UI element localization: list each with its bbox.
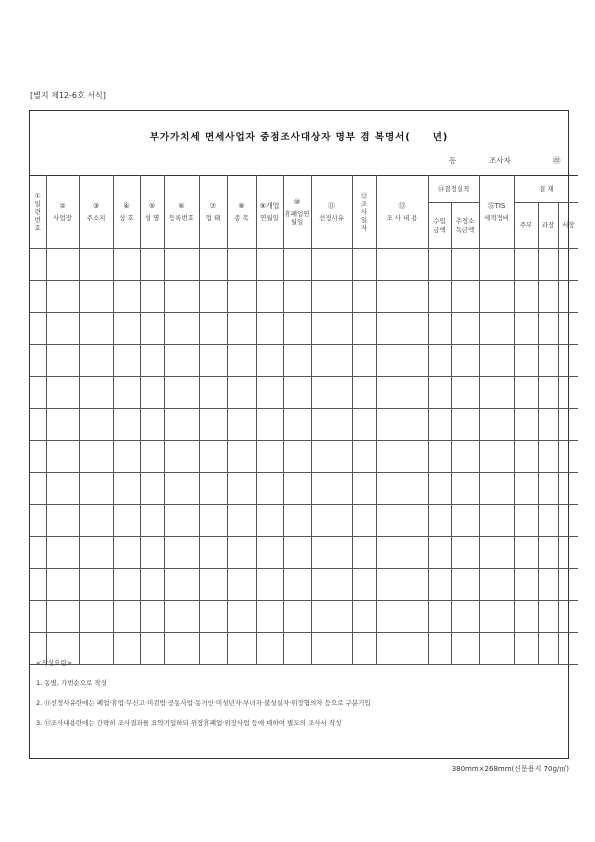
- table-row: [30, 601, 578, 633]
- table-cell[interactable]: [558, 569, 578, 601]
- col-opening-date: ⑨개업 연월일: [256, 176, 283, 249]
- table-cell[interactable]: [479, 345, 514, 377]
- table-cell[interactable]: [428, 633, 451, 665]
- table-cell[interactable]: [79, 569, 113, 601]
- table-cell[interactable]: [514, 281, 538, 313]
- table-cell[interactable]: [256, 249, 283, 281]
- table-cell[interactable]: [227, 377, 256, 409]
- table-cell[interactable]: [352, 601, 376, 633]
- table-cell[interactable]: [227, 537, 256, 569]
- table-row: [30, 569, 578, 601]
- table-cell[interactable]: [30, 441, 46, 473]
- table-cell[interactable]: [256, 537, 283, 569]
- table-cell[interactable]: [558, 249, 578, 281]
- table-cell[interactable]: [256, 345, 283, 377]
- table-cell[interactable]: [164, 473, 199, 505]
- table-cell[interactable]: [113, 281, 140, 313]
- col-approver-director: 서장: [558, 203, 578, 249]
- table-cell[interactable]: [46, 281, 79, 313]
- table-cell[interactable]: [538, 569, 558, 601]
- col-business-type: ⑦ 업 태: [199, 176, 227, 249]
- table-cell[interactable]: [558, 633, 578, 665]
- table-cell[interactable]: [376, 569, 428, 601]
- table-cell[interactable]: [113, 377, 140, 409]
- table-cell[interactable]: [164, 409, 199, 441]
- table-cell[interactable]: [30, 313, 46, 345]
- table-cell[interactable]: [30, 377, 46, 409]
- table-cell[interactable]: [479, 409, 514, 441]
- table-cell[interactable]: [352, 537, 376, 569]
- table-cell[interactable]: [311, 569, 352, 601]
- table-cell[interactable]: [514, 473, 538, 505]
- table-cell[interactable]: [79, 505, 113, 537]
- table-row: [30, 345, 578, 377]
- table-cell[interactable]: [199, 377, 227, 409]
- table-cell[interactable]: [451, 313, 479, 345]
- table-cell[interactable]: [311, 345, 352, 377]
- table-cell[interactable]: [140, 569, 164, 601]
- table-cell[interactable]: [79, 281, 113, 313]
- table-row: [30, 249, 578, 281]
- table-cell[interactable]: [227, 505, 256, 537]
- table-cell[interactable]: [79, 601, 113, 633]
- table-cell[interactable]: [514, 377, 538, 409]
- table-cell[interactable]: [164, 601, 199, 633]
- col-registration-number: ⑥ 등록번호: [164, 176, 199, 249]
- table-cell[interactable]: [283, 345, 311, 377]
- paper-spec: 380mm×268mm(신문용지 70g/㎡): [451, 765, 569, 773]
- table-cell[interactable]: [113, 441, 140, 473]
- table-cell[interactable]: [376, 601, 428, 633]
- table-cell[interactable]: [283, 409, 311, 441]
- table-cell[interactable]: [451, 409, 479, 441]
- table-cell[interactable]: [199, 313, 227, 345]
- table-cell[interactable]: [311, 409, 352, 441]
- title-main: 부가가치세 면세사업자 중점조사대상자 명부 겸 복명서(: [149, 132, 411, 143]
- col-name: ⑤ 성 명: [140, 176, 164, 249]
- table-cell[interactable]: [30, 537, 46, 569]
- table-cell[interactable]: [479, 441, 514, 473]
- table-cell[interactable]: [46, 313, 79, 345]
- col-approver-staff: 주무: [514, 203, 538, 249]
- table-cell[interactable]: [46, 505, 79, 537]
- table-cell[interactable]: [376, 377, 428, 409]
- table-cell[interactable]: [113, 473, 140, 505]
- table-cell[interactable]: [311, 249, 352, 281]
- table-row: [30, 473, 578, 505]
- guide-item-2: 2. ⑪선정사유란에는 폐업·휴업·무신고·미검법·공동사업·동거인·미성년자·부녀자·불성실자·위장협의자 등으로 구분기입: [36, 699, 371, 707]
- table-cell[interactable]: [79, 345, 113, 377]
- table-cell[interactable]: [79, 313, 113, 345]
- table-cell[interactable]: [199, 441, 227, 473]
- guide-heading: <작성요령>: [36, 659, 73, 667]
- col-survey-details: ⑬ 조 사 내 용: [376, 176, 428, 249]
- table-cell[interactable]: [283, 505, 311, 537]
- table-cell[interactable]: [227, 281, 256, 313]
- table-cell[interactable]: [311, 281, 352, 313]
- table-cell[interactable]: [479, 249, 514, 281]
- table-cell[interactable]: [558, 281, 578, 313]
- table-cell[interactable]: [113, 537, 140, 569]
- table-cell[interactable]: [113, 409, 140, 441]
- table-cell[interactable]: [376, 409, 428, 441]
- table-cell[interactable]: [514, 409, 538, 441]
- table-cell[interactable]: [538, 601, 558, 633]
- investigator-label: 조사자: [489, 156, 511, 165]
- table-cell[interactable]: [30, 473, 46, 505]
- table-cell[interactable]: [376, 633, 428, 665]
- col-selection-reason: ⑪ 선정사유: [311, 176, 352, 249]
- table-cell[interactable]: [164, 313, 199, 345]
- table-cell[interactable]: [79, 473, 113, 505]
- table-cell[interactable]: [199, 601, 227, 633]
- table-cell[interactable]: [479, 633, 514, 665]
- table-cell[interactable]: [79, 441, 113, 473]
- form-title: [30, 129, 568, 143]
- table-cell[interactable]: [376, 345, 428, 377]
- table-cell[interactable]: [428, 281, 451, 313]
- table-cell[interactable]: [311, 601, 352, 633]
- table-cell[interactable]: [451, 633, 479, 665]
- table-cell[interactable]: [538, 505, 558, 537]
- table-cell[interactable]: [538, 281, 558, 313]
- table-body: [30, 249, 578, 665]
- table-cell[interactable]: [538, 441, 558, 473]
- form-code: [별지 제12-6호 서식]: [30, 91, 106, 100]
- table-cell[interactable]: [164, 377, 199, 409]
- table-cell[interactable]: [479, 569, 514, 601]
- table-cell[interactable]: [376, 313, 428, 345]
- table-cell[interactable]: [256, 473, 283, 505]
- table-cell[interactable]: [113, 345, 140, 377]
- table-cell[interactable]: [352, 569, 376, 601]
- table-cell[interactable]: [256, 377, 283, 409]
- title-year-suffix: 년): [432, 132, 449, 143]
- table-cell[interactable]: [428, 249, 451, 281]
- table-cell[interactable]: [514, 505, 538, 537]
- table-cell[interactable]: [376, 441, 428, 473]
- table-cell[interactable]: [514, 441, 538, 473]
- col-estimated-income: 추정소득금액: [451, 203, 479, 249]
- table-cell[interactable]: [256, 281, 283, 313]
- table-row: [30, 313, 578, 345]
- table-cell[interactable]: [352, 249, 376, 281]
- col-address: ③ 주소지: [79, 176, 113, 249]
- table-cell[interactable]: [352, 281, 376, 313]
- guide-item-1: 1. 동별, 가번순으로 작성: [36, 679, 107, 687]
- table-cell[interactable]: [113, 249, 140, 281]
- table-cell[interactable]: [227, 409, 256, 441]
- table-cell[interactable]: [558, 505, 578, 537]
- table-cell[interactable]: [479, 281, 514, 313]
- table-cell[interactable]: [538, 633, 558, 665]
- table-cell[interactable]: [140, 537, 164, 569]
- table-cell[interactable]: [352, 377, 376, 409]
- table-cell[interactable]: [140, 345, 164, 377]
- table-cell[interactable]: [199, 345, 227, 377]
- table-cell[interactable]: [113, 505, 140, 537]
- table-cell[interactable]: [352, 313, 376, 345]
- table-cell[interactable]: [30, 281, 46, 313]
- table-cell[interactable]: [140, 313, 164, 345]
- table-cell[interactable]: [113, 569, 140, 601]
- table-cell[interactable]: [46, 409, 79, 441]
- table-cell[interactable]: [428, 601, 451, 633]
- table-cell[interactable]: [256, 441, 283, 473]
- table-cell[interactable]: [283, 537, 311, 569]
- table-cell[interactable]: [352, 441, 376, 473]
- table-cell[interactable]: [164, 249, 199, 281]
- table-cell[interactable]: [227, 473, 256, 505]
- table-cell[interactable]: [311, 313, 352, 345]
- table-cell[interactable]: [376, 537, 428, 569]
- table-cell[interactable]: [227, 345, 256, 377]
- table-cell[interactable]: [538, 537, 558, 569]
- table-cell[interactable]: [558, 601, 578, 633]
- register-table: [30, 175, 578, 665]
- table-cell[interactable]: [376, 473, 428, 505]
- col-serial: ① 일련번호: [30, 176, 46, 249]
- table-row: [30, 537, 578, 569]
- table-cell[interactable]: [140, 281, 164, 313]
- table-cell[interactable]: [451, 249, 479, 281]
- table-cell[interactable]: [164, 505, 199, 537]
- col-closure-date: ⑩ 휴폐업연월일: [283, 176, 311, 249]
- table-cell[interactable]: [30, 601, 46, 633]
- table-cell[interactable]: [311, 505, 352, 537]
- col-approval: 결 재: [514, 176, 578, 203]
- table-cell[interactable]: [79, 377, 113, 409]
- table-row: [30, 505, 578, 537]
- table-cell[interactable]: [227, 569, 256, 601]
- table-cell[interactable]: [113, 313, 140, 345]
- table-cell[interactable]: [30, 569, 46, 601]
- table-cell[interactable]: [199, 249, 227, 281]
- table-cell[interactable]: [376, 249, 428, 281]
- table-cell[interactable]: [376, 505, 428, 537]
- col-tis: ⑮TIS 세적정비: [479, 176, 514, 249]
- table-cell[interactable]: [428, 569, 451, 601]
- table-cell[interactable]: [227, 601, 256, 633]
- table-cell[interactable]: [311, 441, 352, 473]
- table-row: [30, 409, 578, 441]
- table-cell[interactable]: [514, 537, 538, 569]
- table-cell[interactable]: [352, 345, 376, 377]
- table-cell[interactable]: [140, 441, 164, 473]
- table-cell[interactable]: [558, 409, 578, 441]
- table-cell[interactable]: [428, 409, 451, 441]
- table-cell[interactable]: [46, 249, 79, 281]
- table-cell[interactable]: [164, 281, 199, 313]
- table-cell[interactable]: [451, 473, 479, 505]
- table-cell[interactable]: [227, 441, 256, 473]
- table-cell[interactable]: [428, 473, 451, 505]
- table-cell[interactable]: [46, 537, 79, 569]
- table-cell[interactable]: [538, 313, 558, 345]
- table-cell[interactable]: [140, 601, 164, 633]
- table-cell[interactable]: [283, 473, 311, 505]
- seal-mark: ㊞: [553, 156, 561, 165]
- table-cell[interactable]: [514, 569, 538, 601]
- table-cell[interactable]: [558, 441, 578, 473]
- table-cell[interactable]: [428, 441, 451, 473]
- table-cell[interactable]: [283, 281, 311, 313]
- table-cell[interactable]: [199, 409, 227, 441]
- col-business-site: ② 사업장: [46, 176, 79, 249]
- table-cell[interactable]: [451, 377, 479, 409]
- table-cell[interactable]: [283, 249, 311, 281]
- table-cell[interactable]: [199, 505, 227, 537]
- table-cell[interactable]: [283, 377, 311, 409]
- table-cell[interactable]: [113, 601, 140, 633]
- table-cell[interactable]: [256, 601, 283, 633]
- table-cell[interactable]: [311, 537, 352, 569]
- table-cell[interactable]: [164, 441, 199, 473]
- table-cell[interactable]: [451, 345, 479, 377]
- table-cell[interactable]: [352, 473, 376, 505]
- col-approver-chief: 과장: [538, 203, 558, 249]
- table-cell[interactable]: [46, 377, 79, 409]
- table-row: [30, 281, 578, 313]
- table-cell[interactable]: [311, 473, 352, 505]
- table-cell[interactable]: [30, 409, 46, 441]
- table-cell[interactable]: [479, 473, 514, 505]
- table-cell[interactable]: [164, 537, 199, 569]
- col-survey-date: ⑫ 조사일자: [352, 176, 376, 249]
- col-decision-results: ⑭결정실적: [428, 176, 479, 203]
- table-cell[interactable]: [46, 569, 79, 601]
- table-cell[interactable]: [352, 409, 376, 441]
- table-cell[interactable]: [514, 633, 538, 665]
- table-cell[interactable]: [428, 345, 451, 377]
- table-cell[interactable]: [140, 377, 164, 409]
- table-cell[interactable]: [558, 313, 578, 345]
- table-cell[interactable]: [558, 377, 578, 409]
- table-cell[interactable]: [199, 473, 227, 505]
- table-cell[interactable]: [538, 345, 558, 377]
- col-income-amount: 수입금액: [428, 203, 451, 249]
- table-cell[interactable]: [283, 601, 311, 633]
- table-cell[interactable]: [140, 249, 164, 281]
- table-cell[interactable]: [164, 569, 199, 601]
- table-cell[interactable]: [140, 473, 164, 505]
- table-cell[interactable]: [428, 505, 451, 537]
- guide-item-3: 3. ⑬조사내용란에는 간략히 조사결과를 요약기입하되 위장휴폐업·위장사업 등에 대하여 별도의 조사서 작성: [36, 719, 342, 727]
- table-cell[interactable]: [283, 441, 311, 473]
- table-cell[interactable]: [451, 537, 479, 569]
- table-cell[interactable]: [479, 537, 514, 569]
- table-cell[interactable]: [164, 345, 199, 377]
- table-cell[interactable]: [514, 345, 538, 377]
- table-cell[interactable]: [428, 537, 451, 569]
- table-cell[interactable]: [538, 377, 558, 409]
- table-cell[interactable]: [79, 249, 113, 281]
- table-cell[interactable]: [30, 249, 46, 281]
- table-cell[interactable]: [46, 473, 79, 505]
- table-cell[interactable]: [140, 409, 164, 441]
- table-cell[interactable]: [514, 601, 538, 633]
- table-cell[interactable]: [558, 473, 578, 505]
- col-item: ⑧ 종 목: [227, 176, 256, 249]
- writing-guide: [36, 660, 371, 740]
- unit-label: 등: [449, 156, 457, 165]
- table-cell[interactable]: [514, 313, 538, 345]
- table-cell[interactable]: [514, 249, 538, 281]
- table-cell[interactable]: [227, 249, 256, 281]
- table-cell[interactable]: [199, 281, 227, 313]
- table-cell[interactable]: [140, 505, 164, 537]
- table-cell[interactable]: [451, 281, 479, 313]
- table-cell[interactable]: [46, 441, 79, 473]
- table-cell[interactable]: [199, 569, 227, 601]
- table-cell[interactable]: [479, 505, 514, 537]
- table-cell[interactable]: [558, 537, 578, 569]
- table-cell[interactable]: [451, 505, 479, 537]
- table-cell[interactable]: [256, 569, 283, 601]
- table-cell[interactable]: [311, 377, 352, 409]
- table-cell[interactable]: [428, 313, 451, 345]
- form-frame: [29, 110, 575, 759]
- table-cell[interactable]: [479, 313, 514, 345]
- table-cell[interactable]: [30, 505, 46, 537]
- table-cell[interactable]: [79, 409, 113, 441]
- table-cell[interactable]: [538, 473, 558, 505]
- table-cell[interactable]: [46, 345, 79, 377]
- table-cell[interactable]: [479, 377, 514, 409]
- table-cell[interactable]: [376, 281, 428, 313]
- table-row: [30, 377, 578, 409]
- table-cell[interactable]: [451, 569, 479, 601]
- table-row: [30, 441, 578, 473]
- table-cell[interactable]: [451, 601, 479, 633]
- table-cell[interactable]: [199, 537, 227, 569]
- table-cell[interactable]: [283, 313, 311, 345]
- table-cell[interactable]: [538, 409, 558, 441]
- table-cell[interactable]: [451, 441, 479, 473]
- table-cell[interactable]: [428, 377, 451, 409]
- table-cell[interactable]: [479, 601, 514, 633]
- table-cell[interactable]: [558, 345, 578, 377]
- table-cell[interactable]: [227, 313, 256, 345]
- table-cell[interactable]: [79, 537, 113, 569]
- table-cell[interactable]: [538, 249, 558, 281]
- table-cell[interactable]: [256, 313, 283, 345]
- table-cell[interactable]: [46, 601, 79, 633]
- table-cell[interactable]: [352, 505, 376, 537]
- table-cell[interactable]: [30, 345, 46, 377]
- table-cell[interactable]: [283, 569, 311, 601]
- table-cell[interactable]: [256, 505, 283, 537]
- table-cell[interactable]: [256, 409, 283, 441]
- col-trade-name: ④ 상 호: [113, 176, 140, 249]
